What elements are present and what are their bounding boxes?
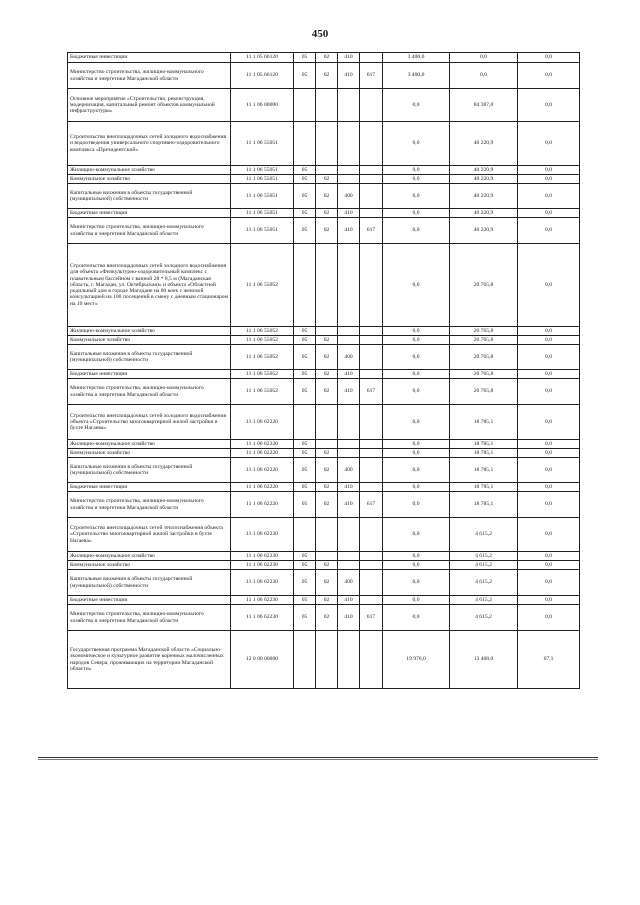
amount-2-cell: 20 765,8 — [450, 345, 518, 370]
table-row — [68, 327, 580, 336]
expense-type-cell — [338, 518, 360, 552]
subsection-code-cell: 02 — [316, 492, 338, 518]
table-row — [68, 244, 580, 327]
amount-3-cell: 0,0 — [518, 244, 580, 327]
expense-type-cell — [338, 405, 360, 440]
expense-type-cell: 410 — [338, 209, 360, 218]
administrator-code-cell — [360, 440, 383, 449]
expense-type-cell: 400 — [338, 570, 360, 596]
amount-2-cell: 4 615,2 — [450, 596, 518, 605]
expense-type-cell — [338, 175, 360, 184]
subsection-code-cell — [316, 327, 338, 336]
administrator-code-cell — [360, 336, 383, 345]
csr-code-cell: 11 1 06 55052 — [231, 244, 294, 327]
csr-code-cell: 11 1 06 55052 — [231, 345, 294, 370]
expense-type-cell — [338, 89, 360, 122]
amount-2-cell: 4 615,2 — [450, 570, 518, 596]
administrator-code-cell — [360, 596, 383, 605]
section-code-cell — [294, 405, 316, 440]
expense-type-cell: 400 — [338, 345, 360, 370]
table-row — [68, 405, 580, 440]
amount-3-cell: 0,0 — [518, 63, 580, 89]
table-row — [68, 53, 580, 63]
table-row — [68, 345, 580, 370]
page-number: 450 — [311, 28, 329, 40]
table-row — [68, 63, 580, 89]
expense-type-cell — [338, 561, 360, 570]
subsection-code-cell — [316, 552, 338, 561]
csr-code-cell: 11 1 06 55051 — [231, 184, 294, 209]
amount-3-cell: 0,0 — [518, 184, 580, 209]
csr-code-cell: 11 1 06 55051 — [231, 175, 294, 184]
csr-code-cell: 11 1 06 62230 — [231, 596, 294, 605]
expense-type-cell — [338, 244, 360, 327]
section-code-cell: 05 — [294, 345, 316, 370]
section-code-cell: 05 — [294, 449, 316, 458]
amount-1-cell: 0,0 — [383, 483, 450, 492]
row-name-cell: Бюджетные инвестиции — [68, 370, 231, 379]
amount-3-cell: 0,0 — [518, 492, 580, 518]
csr-code-cell: 11 1 06 62220 — [231, 458, 294, 483]
amount-1-cell: 0,0 — [383, 405, 450, 440]
amount-3-cell: 0,0 — [518, 345, 580, 370]
expense-type-cell — [338, 327, 360, 336]
amount-2-cell: 40 220,9 — [450, 122, 518, 166]
subsection-code-cell: 02 — [316, 605, 338, 631]
amount-2-cell: 0,0 — [450, 53, 518, 63]
csr-code-cell: 11 1 06 62220 — [231, 449, 294, 458]
csr-code-cell: 11 1 06 62220 — [231, 440, 294, 449]
amount-1-cell: 0,0 — [383, 596, 450, 605]
amount-3-cell: 0,0 — [518, 561, 580, 570]
subsection-code-cell: 02 — [316, 175, 338, 184]
administrator-code-cell — [360, 449, 383, 458]
amount-1-cell: 0,0 — [383, 209, 450, 218]
csr-code-cell: 11 1 06 55052 — [231, 379, 294, 405]
administrator-code-cell — [360, 345, 383, 370]
amount-2-cell: 84 387,0 — [450, 89, 518, 122]
table-row — [68, 518, 580, 552]
amount-3-cell: 0,0 — [518, 122, 580, 166]
subsection-code-cell: 02 — [316, 596, 338, 605]
administrator-code-cell — [360, 175, 383, 184]
csr-code-cell: 11 1 06 55052 — [231, 370, 294, 379]
administrator-code-cell: 617 — [360, 63, 383, 89]
subsection-code-cell — [316, 166, 338, 175]
amount-2-cell: 40 220,9 — [450, 218, 518, 244]
expense-type-cell: 410 — [338, 483, 360, 492]
row-name-cell: Министерство строительства, жилищно-коммунального хозяйства и энергетики Магаданской области — [68, 492, 231, 518]
amount-3-cell: 0,0 — [518, 596, 580, 605]
table-row — [68, 440, 580, 449]
row-name-cell: Строительство внеплощадочных сетей теплоснабжения объекта «Строительство многоквартирной жилой застройки в бухте Нагаева» — [68, 518, 231, 552]
amount-1-cell: 19 976,0 — [383, 631, 450, 689]
amount-3-cell: 0,0 — [518, 53, 580, 63]
csr-code-cell: 11 1 06 62230 — [231, 518, 294, 552]
administrator-code-cell — [360, 570, 383, 596]
amount-1-cell: 3 400,0 — [383, 53, 450, 63]
amount-1-cell: 0,0 — [383, 552, 450, 561]
row-name-cell: Капитальные вложения в объекты государственной (муниципальной) собственности — [68, 570, 231, 596]
row-name-cell: Капитальные вложения в объекты государственной (муниципальной) собственности — [68, 184, 231, 209]
section-code-cell: 05 — [294, 379, 316, 405]
amount-1-cell: 3 400,0 — [383, 63, 450, 89]
subsection-code-cell: 02 — [316, 345, 338, 370]
amount-2-cell: 20 765,8 — [450, 370, 518, 379]
row-name-cell: Строительство внеплощадочных сетей холодного водоснабжения и водоотведения универсального спортивно-оздоровительного комплекса «Президентский» — [68, 122, 231, 166]
amount-1-cell: 0,0 — [383, 166, 450, 175]
row-name-cell: Министерство строительства, жилищно-коммунального хозяйства и энергетики Магаданской области — [68, 218, 231, 244]
amount-3-cell: 0,0 — [518, 370, 580, 379]
subsection-code-cell: 02 — [316, 449, 338, 458]
amount-3-cell: 0,0 — [518, 209, 580, 218]
amount-3-cell: 0,0 — [518, 379, 580, 405]
administrator-code-cell — [360, 370, 383, 379]
csr-code-cell: 11 1 05 66120 — [231, 53, 294, 63]
administrator-code-cell — [360, 166, 383, 175]
administrator-code-cell — [360, 458, 383, 483]
amount-1-cell: 0,0 — [383, 244, 450, 327]
table-row — [68, 218, 580, 244]
subsection-code-cell: 02 — [316, 379, 338, 405]
section-code-cell — [294, 631, 316, 689]
subsection-code-cell — [316, 122, 338, 166]
table-row — [68, 184, 580, 209]
table-body — [68, 53, 580, 689]
administrator-code-cell — [360, 209, 383, 218]
amount-3-cell: 0,0 — [518, 440, 580, 449]
administrator-code-cell — [360, 631, 383, 689]
subsection-code-cell: 02 — [316, 370, 338, 379]
csr-code-cell: 11 1 06 62230 — [231, 605, 294, 631]
table-row — [68, 209, 580, 218]
amount-3-cell: 0,0 — [518, 458, 580, 483]
section-code-cell: 05 — [294, 440, 316, 449]
amount-1-cell: 0,0 — [383, 184, 450, 209]
subsection-code-cell: 02 — [316, 336, 338, 345]
table-row — [68, 596, 580, 605]
table-row — [68, 561, 580, 570]
amount-2-cell: 4 615,2 — [450, 605, 518, 631]
section-code-cell: 05 — [294, 552, 316, 561]
row-name-cell: Жилищно-коммунальное хозяйство — [68, 166, 231, 175]
row-name-cell: Жилищно-коммунальное хозяйство — [68, 327, 231, 336]
subsection-code-cell: 02 — [316, 63, 338, 89]
subsection-code-cell — [316, 518, 338, 552]
section-code-cell: 05 — [294, 492, 316, 518]
amount-2-cell: 0,0 — [450, 63, 518, 89]
csr-code-cell: 11 1 06 62230 — [231, 561, 294, 570]
row-name-cell: Основное мероприятие «Строительство, реконструкция, модернизация, капитальный ремонт объектов коммунальной инфраструктуры» — [68, 89, 231, 122]
amount-2-cell: 18 785,1 — [450, 405, 518, 440]
bottom-rule-secondary — [38, 759, 598, 760]
expense-type-cell — [338, 122, 360, 166]
expense-type-cell — [338, 552, 360, 561]
table-row — [68, 379, 580, 405]
administrator-code-cell — [360, 244, 383, 327]
administrator-code-cell: 617 — [360, 492, 383, 518]
expense-type-cell — [338, 166, 360, 175]
section-code-cell: 05 — [294, 63, 316, 89]
administrator-code-cell: 617 — [360, 605, 383, 631]
row-name-cell: Государственная программа Магаданской области «Социально-экономическое и культурное развитие коренных малочисленных народов Севера, проживающих на территории Магаданской области» — [68, 631, 231, 689]
amount-1-cell: 0,0 — [383, 345, 450, 370]
section-code-cell: 05 — [294, 209, 316, 218]
administrator-code-cell — [360, 89, 383, 122]
amount-2-cell: 20 765,8 — [450, 336, 518, 345]
expense-type-cell: 410 — [338, 53, 360, 63]
expense-type-cell: 410 — [338, 605, 360, 631]
subsection-code-cell — [316, 244, 338, 327]
expense-type-cell — [338, 336, 360, 345]
amount-1-cell: 0,0 — [383, 218, 450, 244]
administrator-code-cell — [360, 405, 383, 440]
subsection-code-cell: 02 — [316, 458, 338, 483]
table-row — [68, 336, 580, 345]
amount-2-cell: 18 785,1 — [450, 440, 518, 449]
csr-code-cell: 11 1 06 55051 — [231, 122, 294, 166]
administrator-code-cell: 617 — [360, 379, 383, 405]
expense-type-cell: 410 — [338, 370, 360, 379]
row-name-cell: Коммунальное хозяйство — [68, 561, 231, 570]
expense-type-cell — [338, 631, 360, 689]
subsection-code-cell: 02 — [316, 570, 338, 596]
csr-code-cell: 11 1 06 55051 — [231, 218, 294, 244]
amount-1-cell: 0,0 — [383, 449, 450, 458]
expense-type-cell: 400 — [338, 184, 360, 209]
subsection-code-cell: 02 — [316, 218, 338, 244]
amount-1-cell: 0,0 — [383, 336, 450, 345]
csr-code-cell: 11 1 05 66120 — [231, 63, 294, 89]
expense-type-cell: 400 — [338, 458, 360, 483]
amount-1-cell: 0,0 — [383, 327, 450, 336]
section-code-cell — [294, 518, 316, 552]
expense-type-cell: 410 — [338, 63, 360, 89]
expense-type-cell: 410 — [338, 492, 360, 518]
table-row — [68, 458, 580, 483]
row-name-cell: Коммунальное хозяйство — [68, 449, 231, 458]
amount-2-cell: 40 220,9 — [450, 166, 518, 175]
row-name-cell: Строительство внеплощадочных сетей холодного водоснабжения для объекта «Физкультурно-оздоровительный комплекс с плавательным бассейном с ванной 28 * 8,5 м (Магаданская область, г. Магадан, ул. Октябрьская)» и объекта «Областной родильный дом в городе Магадане на 80 коек с женской консультацией на 100 посещений в смену с дневным стационаром на 10 мест» — [68, 244, 231, 327]
subsection-code-cell: 02 — [316, 53, 338, 63]
row-name-cell: Жилищно-коммунальное хозяйство — [68, 440, 231, 449]
amount-1-cell: 0,0 — [383, 122, 450, 166]
amount-1-cell: 0,0 — [383, 89, 450, 122]
table-row — [68, 552, 580, 561]
expense-type-cell: 410 — [338, 218, 360, 244]
row-name-cell: Министерство строительства, жилищно-коммунального хозяйства и энергетики Магаданской области — [68, 63, 231, 89]
csr-code-cell: 11 1 06 55052 — [231, 327, 294, 336]
expense-type-cell — [338, 449, 360, 458]
amount-3-cell: 67,1 — [518, 631, 580, 689]
table-row — [68, 483, 580, 492]
amount-1-cell: 0,0 — [383, 175, 450, 184]
table-row — [68, 370, 580, 379]
section-code-cell: 05 — [294, 483, 316, 492]
administrator-code-cell — [360, 483, 383, 492]
section-code-cell: 05 — [294, 327, 316, 336]
amount-3-cell: 0,0 — [518, 552, 580, 561]
table-row — [68, 570, 580, 596]
amount-3-cell: 0,0 — [518, 218, 580, 244]
administrator-code-cell — [360, 518, 383, 552]
amount-1-cell: 0,0 — [383, 561, 450, 570]
row-name-cell: Министерство строительства, жилищно-коммунального хозяйства и энергетики Магаданской области — [68, 379, 231, 405]
administrator-code-cell — [360, 53, 383, 63]
amount-2-cell: 13 408,0 — [450, 631, 518, 689]
amount-3-cell: 0,0 — [518, 405, 580, 440]
section-code-cell: 05 — [294, 53, 316, 63]
section-code-cell: 05 — [294, 605, 316, 631]
administrator-code-cell — [360, 327, 383, 336]
csr-code-cell: 11 1 06 62230 — [231, 570, 294, 596]
amount-3-cell: 0,0 — [518, 483, 580, 492]
amount-1-cell: 0,0 — [383, 518, 450, 552]
expense-type-cell: 410 — [338, 379, 360, 405]
amount-2-cell: 20 765,8 — [450, 379, 518, 405]
amount-2-cell: 18 785,1 — [450, 483, 518, 492]
table-row — [68, 631, 580, 689]
table-row — [68, 175, 580, 184]
section-code-cell: 05 — [294, 175, 316, 184]
amount-1-cell: 0,0 — [383, 605, 450, 631]
amount-2-cell: 40 220,9 — [450, 184, 518, 209]
amount-1-cell: 0,0 — [383, 492, 450, 518]
section-code-cell — [294, 89, 316, 122]
table-row — [68, 89, 580, 122]
section-code-cell: 05 — [294, 184, 316, 209]
row-name-cell: Строительство внеплощадочных сетей холодного водоснабжения объекта «Строительство многоквартирной жилой застройки в бухте Нагаева» — [68, 405, 231, 440]
row-name-cell: Бюджетные инвестиции — [68, 483, 231, 492]
row-name-cell: Капитальные вложения в объекты государственной (муниципальной) собственности — [68, 345, 231, 370]
subsection-code-cell: 02 — [316, 483, 338, 492]
amount-3-cell: 0,0 — [518, 89, 580, 122]
bottom-rule — [38, 757, 598, 758]
amount-2-cell: 18 785,1 — [450, 458, 518, 483]
table-row — [68, 166, 580, 175]
expense-type-cell: 410 — [338, 596, 360, 605]
subsection-code-cell: 02 — [316, 561, 338, 570]
csr-code-cell: 11 1 06 55051 — [231, 209, 294, 218]
amount-1-cell: 0,0 — [383, 379, 450, 405]
section-code-cell: 05 — [294, 570, 316, 596]
amount-3-cell: 0,0 — [518, 166, 580, 175]
administrator-code-cell: 617 — [360, 218, 383, 244]
amount-3-cell: 0,0 — [518, 518, 580, 552]
row-name-cell: Коммунальное хозяйство — [68, 175, 231, 184]
amount-1-cell: 0,0 — [383, 458, 450, 483]
csr-code-cell: 11 1 06 62230 — [231, 552, 294, 561]
amount-3-cell: 0,0 — [518, 327, 580, 336]
subsection-code-cell — [316, 405, 338, 440]
amount-2-cell: 4 615,2 — [450, 518, 518, 552]
row-name-cell: Бюджетные инвестиции — [68, 53, 231, 63]
amount-2-cell: 18 785,1 — [450, 449, 518, 458]
subsection-code-cell — [316, 631, 338, 689]
subsection-code-cell: 02 — [316, 184, 338, 209]
section-code-cell: 05 — [294, 166, 316, 175]
administrator-code-cell — [360, 561, 383, 570]
section-code-cell: 05 — [294, 561, 316, 570]
csr-code-cell: 11 1 06 55051 — [231, 166, 294, 175]
amount-3-cell: 0,0 — [518, 449, 580, 458]
section-code-cell: 05 — [294, 458, 316, 483]
budget-table — [67, 52, 580, 689]
amount-2-cell: 40 220,9 — [450, 175, 518, 184]
row-name-cell: Капитальные вложения в объекты государственной (муниципальной) собственности — [68, 458, 231, 483]
csr-code-cell: 11 1 06 62220 — [231, 492, 294, 518]
csr-code-cell: 11 1 06 00000 — [231, 89, 294, 122]
row-name-cell: Бюджетные инвестиции — [68, 596, 231, 605]
amount-2-cell: 18 785,1 — [450, 492, 518, 518]
table-row — [68, 492, 580, 518]
amount-2-cell: 4 615,2 — [450, 552, 518, 561]
amount-2-cell: 20 765,8 — [450, 327, 518, 336]
amount-3-cell: 0,0 — [518, 570, 580, 596]
section-code-cell: 05 — [294, 336, 316, 345]
amount-1-cell: 0,0 — [383, 570, 450, 596]
csr-code-cell: 11 1 06 62220 — [231, 483, 294, 492]
subsection-code-cell: 02 — [316, 209, 338, 218]
row-name-cell: Министерство строительства, жилищно-коммунального хозяйства и энергетики Магаданской области — [68, 605, 231, 631]
amount-2-cell: 4 615,2 — [450, 561, 518, 570]
amount-3-cell: 0,0 — [518, 175, 580, 184]
csr-code-cell: 12 0 00 00000 — [231, 631, 294, 689]
table-row — [68, 122, 580, 166]
row-name-cell: Бюджетные инвестиции — [68, 209, 231, 218]
subsection-code-cell — [316, 440, 338, 449]
amount-2-cell: 20 765,8 — [450, 244, 518, 327]
subsection-code-cell — [316, 89, 338, 122]
amount-3-cell: 0,0 — [518, 336, 580, 345]
administrator-code-cell — [360, 122, 383, 166]
table-row — [68, 605, 580, 631]
expense-type-cell — [338, 440, 360, 449]
row-name-cell: Жилищно-коммунальное хозяйство — [68, 552, 231, 561]
administrator-code-cell — [360, 184, 383, 209]
section-code-cell: 05 — [294, 596, 316, 605]
amount-3-cell: 0,0 — [518, 605, 580, 631]
section-code-cell — [294, 244, 316, 327]
section-code-cell: 05 — [294, 370, 316, 379]
amount-1-cell: 0,0 — [383, 440, 450, 449]
table-row — [68, 449, 580, 458]
amount-2-cell: 40 220,9 — [450, 209, 518, 218]
section-code-cell: 05 — [294, 218, 316, 244]
row-name-cell: Коммунальное хозяйство — [68, 336, 231, 345]
csr-code-cell: 11 1 06 62220 — [231, 405, 294, 440]
section-code-cell — [294, 122, 316, 166]
amount-1-cell: 0,0 — [383, 370, 450, 379]
csr-code-cell: 11 1 06 55052 — [231, 336, 294, 345]
administrator-code-cell — [360, 552, 383, 561]
